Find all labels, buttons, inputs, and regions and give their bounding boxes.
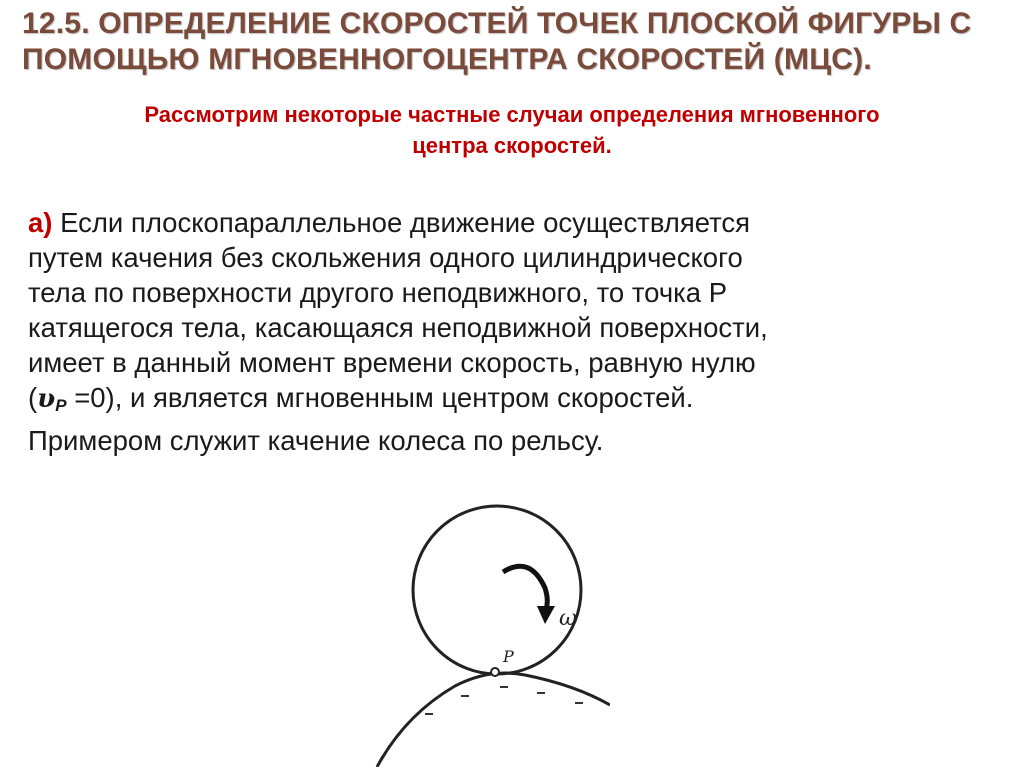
velocity-subscript: P [55, 396, 67, 415]
subtitle [20, 99, 1004, 161]
velocity-symbol: υ [37, 384, 56, 414]
body-line-6 [28, 380, 988, 423]
body-line-1-text: Если плоскопараллельное движение осуществляется [52, 207, 751, 238]
body-line-3: тела по поверхности другого неподвижного, то точка Р [28, 277, 728, 308]
subtitle-line-1: Рассмотрим некоторые частные случаи определения мгновенного [144, 102, 880, 127]
slide-title [22, 6, 1002, 78]
rotation-arrowhead [537, 606, 555, 624]
rotation-arrow [503, 566, 547, 610]
case-marker: а) [28, 207, 53, 238]
open-paren: ( [28, 382, 38, 413]
rolling-wheel-figure [365, 500, 610, 767]
body-line-4: катящегося тела, касающаяся неподвижной поверхности, [28, 312, 768, 343]
body-line-1 [28, 205, 988, 240]
body-line-7: Примером служит качение колеса по рельсу. [28, 425, 604, 456]
body-line-6-text: =0), и является мгновенным центром скоростей. [66, 382, 694, 413]
wheel-circle [413, 506, 581, 674]
omega-label: ω [559, 606, 577, 631]
title-line-1: 12.5. ОПРЕДЕЛЕНИЕ СКОРОСТЕЙ ТОЧЕК ПЛОСКОЙ ФИГУРЫ С [22, 7, 972, 40]
rolling-wheel-diagram [365, 500, 610, 767]
body-line-5: имеет в данный момент времени скорость, равную нулю [28, 347, 756, 378]
body-line-2: путем качения без скольжения одного цилиндрического [28, 242, 743, 273]
fixed-surface [377, 673, 610, 767]
subtitle-line-2: центра скоростей. [412, 133, 612, 158]
contact-point [491, 668, 499, 676]
body-paragraph [28, 205, 988, 458]
title-line-2: ПОМОЩЬЮ МГНОВЕННОГОЦЕНТРА СКОРОСТЕЙ (МЦС). [22, 43, 872, 76]
point-label: P [503, 647, 514, 666]
